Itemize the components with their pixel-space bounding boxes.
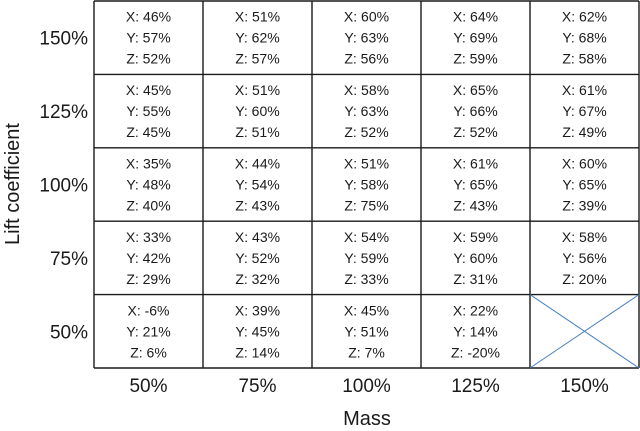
cell-value-y: Y: 54% — [235, 176, 280, 193]
cell-75-50 — [126, 229, 171, 287]
y-tick-label: 75% — [49, 248, 88, 270]
cell-150-50 — [126, 9, 171, 67]
cell-value-y: Y: 65% — [453, 176, 498, 193]
cell-value-z: Z: 43% — [453, 197, 498, 214]
cell-100-150 — [562, 156, 607, 214]
cell-value-z: Z: 52% — [126, 50, 171, 67]
cell-value-y: Y: 59% — [344, 249, 389, 266]
y-tick-label: 125% — [39, 102, 88, 124]
cell-value-z: Z: 57% — [235, 50, 280, 67]
cell-100-50 — [126, 156, 171, 214]
cell-value-x: X: 61% — [561, 82, 608, 99]
cell-value-x: X: 35% — [125, 155, 172, 172]
cell-value-y: Y: 14% — [453, 323, 498, 340]
y-tick-label: 100% — [39, 175, 88, 197]
cell-value-x: X: 58% — [343, 82, 390, 99]
cell-150-75 — [235, 9, 280, 67]
cell-50-100 — [344, 302, 389, 360]
cell-value-x: X: 60% — [561, 155, 608, 172]
cell-value-z: Z: 31% — [453, 270, 498, 287]
cell-value-y: Y: 69% — [453, 29, 498, 46]
cell-value-x: X: 51% — [234, 82, 281, 99]
cell-value-y: Y: 21% — [126, 323, 171, 340]
cell-value-x: X: 51% — [234, 8, 281, 25]
cell-value-z: Z: 29% — [126, 270, 171, 287]
cell-125-125 — [453, 82, 498, 140]
cell-value-z: Z: 6% — [130, 344, 167, 361]
cell-value-z: Z: 14% — [235, 344, 280, 361]
cell-value-z: Z: 20% — [562, 270, 607, 287]
cell-125-100 — [344, 82, 389, 140]
cell-value-z: Z: 56% — [344, 50, 389, 67]
cell-value-y: Y: 55% — [126, 103, 171, 120]
cell-value-x: X: 39% — [234, 302, 281, 319]
cell-value-x: X: -6% — [127, 302, 170, 319]
cell-value-z: Z: 43% — [235, 197, 280, 214]
cell-value-y: Y: 63% — [344, 29, 389, 46]
cell-value-y: Y: 65% — [562, 176, 607, 193]
cell-125-150 — [562, 82, 607, 140]
cell-value-z: Z: 52% — [453, 124, 498, 141]
cell-value-x: X: 45% — [125, 82, 172, 99]
x-tick-label: 150% — [560, 376, 609, 397]
cell-100-100 — [344, 156, 389, 214]
cell-50-50 — [126, 302, 170, 360]
cell-value-y: Y: 67% — [562, 103, 607, 120]
cell-value-z: Z: 39% — [562, 197, 607, 214]
cell-value-x: X: 61% — [452, 155, 499, 172]
cell-value-x: X: 44% — [234, 155, 281, 172]
cell-value-x: X: 22% — [452, 302, 499, 319]
cell-value-y: Y: 66% — [453, 103, 498, 120]
cell-100-75 — [235, 156, 280, 214]
x-tick-label: 100% — [342, 376, 391, 397]
cell-150-125 — [453, 9, 498, 67]
cell-125-50 — [126, 82, 171, 140]
cell-value-x: X: 58% — [561, 228, 608, 245]
y-axis-label: Lift coefficient — [2, 123, 24, 245]
cell-value-z: Z: 59% — [453, 50, 498, 67]
cell-value-x: X: 59% — [452, 228, 499, 245]
cell-value-y: Y: 60% — [453, 249, 498, 266]
cell-75-100 — [344, 229, 389, 287]
cell-value-z: Z: 49% — [562, 124, 607, 141]
cell-value-y: Y: 58% — [344, 176, 389, 193]
x-tick-label: 75% — [238, 376, 277, 397]
tick-labels — [39, 29, 609, 397]
x-tick-label: 125% — [451, 376, 500, 397]
y-tick-label: 150% — [39, 28, 88, 50]
cell-value-y: Y: 56% — [562, 249, 607, 266]
cell-value-y: Y: 52% — [235, 249, 280, 266]
cell-value-x: X: 64% — [452, 8, 499, 25]
cell-value-y: Y: 45% — [235, 323, 280, 340]
cell-value-z: Z: 32% — [235, 270, 280, 287]
cell-value-z: Z: 40% — [126, 197, 171, 214]
x-tick-label: 50% — [129, 376, 168, 397]
y-tick-label: 50% — [49, 322, 88, 344]
cell-150-150 — [562, 9, 607, 67]
cell-value-y: Y: 57% — [126, 29, 171, 46]
cell-value-x: X: 43% — [234, 228, 281, 245]
cell-50-125 — [451, 302, 500, 360]
cell-value-z: Z: 33% — [344, 270, 389, 287]
cell-value-z: Z: 45% — [126, 124, 171, 141]
cell-value-z: Z: 75% — [344, 197, 389, 214]
cell-75-75 — [235, 229, 280, 287]
cell-150-100 — [344, 9, 389, 67]
cell-value-y: Y: 48% — [126, 176, 171, 193]
cell-value-z: Z: 51% — [235, 124, 280, 141]
cell-75-150 — [562, 229, 607, 287]
cell-value-x: X: 62% — [561, 8, 608, 25]
cell-value-x: X: 60% — [343, 8, 390, 25]
cell-value-x: X: 45% — [343, 302, 390, 319]
cell-100-125 — [453, 156, 498, 214]
cell-value-y: Y: 42% — [126, 249, 171, 266]
cell-75-125 — [453, 229, 498, 287]
cell-value-y: Y: 62% — [235, 29, 280, 46]
cell-value-y: Y: 68% — [562, 29, 607, 46]
cell-value-x: X: 51% — [343, 155, 390, 172]
cell-50-75 — [235, 302, 280, 360]
cell-value-y: Y: 51% — [344, 323, 389, 340]
cell-value-z: Z: -20% — [450, 344, 501, 361]
cell-value-y: Y: 63% — [344, 103, 389, 120]
cell-value-y: Y: 60% — [235, 103, 280, 120]
cell-value-z: Z: 52% — [344, 124, 389, 141]
cell-125-75 — [235, 82, 280, 140]
cell-value-x: X: 54% — [343, 228, 390, 245]
cell-value-z: Z: 58% — [562, 50, 607, 67]
cell-50-150 — [530, 295, 639, 368]
x-axis-label: Mass — [343, 408, 391, 430]
cell-value-x: X: 46% — [125, 8, 172, 25]
cell-value-x: X: 65% — [452, 82, 499, 99]
cell-value-z: Z: 7% — [348, 344, 385, 361]
cell-value-x: X: 33% — [125, 228, 172, 245]
